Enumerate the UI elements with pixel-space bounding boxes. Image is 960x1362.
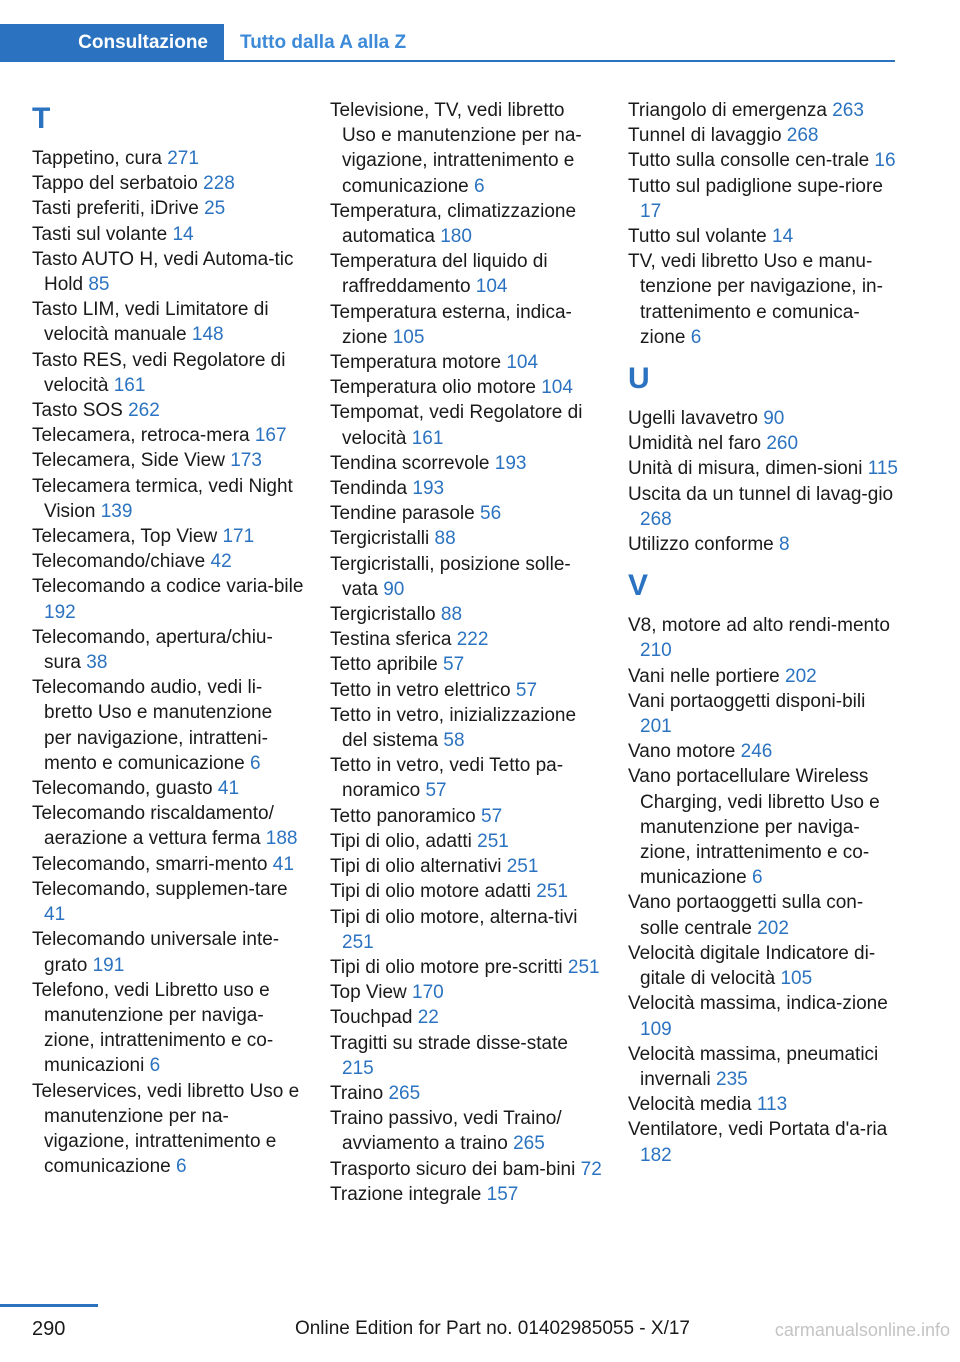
page-reference-link[interactable]: 6 xyxy=(149,1055,161,1077)
index-entry xyxy=(32,247,304,297)
entry-text: Tendina scorrevole xyxy=(330,452,490,474)
page-reference-link[interactable]: 6 xyxy=(249,752,261,774)
index-entry xyxy=(628,148,900,173)
page-reference-link[interactable]: 109 xyxy=(640,1018,672,1040)
entry-text: Velocità digitale Indicatore di‐gitale di velocità xyxy=(628,942,876,990)
page-reference-link[interactable]: 173 xyxy=(230,450,262,472)
entry-text: Tetto apribile xyxy=(330,654,438,676)
page-reference-link[interactable]: 6 xyxy=(690,326,702,348)
index-entry xyxy=(628,123,900,148)
entry-text: Temperatura, climatizzazione automatica xyxy=(330,200,577,248)
page-reference-link[interactable]: 6 xyxy=(176,1156,187,1178)
page-reference-link[interactable]: 57 xyxy=(515,679,538,701)
index-entry xyxy=(330,501,602,526)
section-letter: T xyxy=(32,102,51,135)
page-reference-link[interactable]: 262 xyxy=(128,400,160,422)
entry-text: Tappo del serbatoio xyxy=(32,173,198,195)
page-reference-link[interactable]: 222 xyxy=(456,629,489,651)
index-entry xyxy=(628,98,900,123)
entry-text: Tappetino, cura xyxy=(32,148,162,169)
index-entry xyxy=(32,423,304,448)
index-column-1 xyxy=(32,98,304,1179)
page-reference-link[interactable]: 6 xyxy=(474,175,485,197)
index-entry xyxy=(32,625,304,675)
page-reference-link[interactable]: 148 xyxy=(191,324,224,346)
entry-text: Tipi di olio alternativi xyxy=(330,856,502,878)
page-reference-link[interactable]: 6 xyxy=(751,867,763,889)
index-entry xyxy=(330,703,602,753)
index-entry xyxy=(32,927,304,977)
entry-text: TV, vedi libretto Uso e manu‐tenzione per navigazione, in‐trattenimento e comunica‐zione xyxy=(628,251,883,348)
page-reference-link[interactable]: 180 xyxy=(440,226,472,248)
index-entry xyxy=(330,1157,602,1182)
page-reference-link[interactable]: 88 xyxy=(434,528,456,550)
index-entry xyxy=(330,249,602,299)
index-entry xyxy=(32,524,304,549)
page-reference-link[interactable]: 104 xyxy=(475,276,508,298)
index-entry xyxy=(628,764,900,890)
entry-text: Tutto sul volante xyxy=(628,226,767,248)
index-entry xyxy=(32,474,304,524)
entry-text: Top View xyxy=(330,982,407,1004)
entry-text: Tragitti su strade disse‐state xyxy=(330,1032,568,1054)
entry-text: Tendinda xyxy=(330,478,408,500)
page-reference-link[interactable]: 58 xyxy=(443,730,465,752)
index-entry xyxy=(330,1182,602,1207)
entry-text: Telecamera, Side View xyxy=(32,450,225,472)
index-entry xyxy=(32,171,304,196)
page-reference-link[interactable]: 167 xyxy=(254,425,287,447)
index-entry xyxy=(628,456,900,481)
page-reference-link[interactable]: 17 xyxy=(640,200,662,222)
index-entry xyxy=(330,652,602,677)
index-entry xyxy=(330,980,602,1005)
entry-text: Telecomando riscaldamento/ aerazione a vettura ferma xyxy=(32,803,274,850)
page-reference-link[interactable]: 113 xyxy=(756,1094,788,1116)
index-entry xyxy=(330,753,602,803)
index-entry xyxy=(32,574,304,624)
index-entry xyxy=(628,739,900,764)
entry-text: Tipi di olio motore, alterna‐tivi xyxy=(330,906,578,928)
page-reference-link[interactable]: 90 xyxy=(383,578,405,600)
page-reference-link[interactable]: 42 xyxy=(210,551,232,573)
page-reference-link[interactable]: 260 xyxy=(766,433,799,455)
index-entry xyxy=(330,804,602,829)
page-reference-link[interactable]: 251 xyxy=(477,830,509,852)
page-reference-link[interactable]: 41 xyxy=(272,853,294,875)
page-reference-link[interactable]: 104 xyxy=(506,352,539,374)
index-entry xyxy=(32,776,304,801)
index-entry xyxy=(330,955,602,980)
entry-text: Vano motore xyxy=(628,741,736,763)
index-entry xyxy=(32,978,304,1079)
index-entry xyxy=(32,549,304,574)
entry-text: Telecomando audio, vedi li‐bretto Uso e manutenzione per navigazione, intratteni‐mento e comunicazione xyxy=(32,677,273,774)
index-entry xyxy=(32,675,304,776)
index-entry xyxy=(32,877,304,927)
page-reference-link[interactable]: 41 xyxy=(44,904,66,926)
index-entry xyxy=(628,431,900,456)
page-reference-link[interactable]: 265 xyxy=(388,1082,421,1104)
index-entry xyxy=(330,1005,602,1030)
index-column-3 xyxy=(628,98,900,1168)
page-reference-link[interactable]: 246 xyxy=(740,741,773,763)
page-reference-link[interactable]: 72 xyxy=(580,1158,602,1180)
index-entry xyxy=(32,398,304,423)
page-reference-link[interactable]: 105 xyxy=(392,326,425,348)
index-entry xyxy=(330,905,602,955)
page-reference-link[interactable]: 157 xyxy=(486,1183,519,1205)
entry-text: Tergicristalli xyxy=(330,528,430,550)
index-entry xyxy=(330,476,602,501)
footer-divider xyxy=(0,1304,98,1307)
entry-text: Telecamera, Top View xyxy=(32,526,218,548)
index-entry xyxy=(330,879,602,904)
entry-text: Tipi di olio motore adatti xyxy=(330,881,532,903)
page-reference-link[interactable]: 193 xyxy=(412,478,445,500)
entry-text: Vano portaoggetti sulla con‐solle centrale xyxy=(628,892,864,939)
entry-text: Telecamera, retroca‐mera xyxy=(32,425,250,447)
entry-text: Traino passivo, vedi Traino/ avviamento a traino xyxy=(330,1108,562,1155)
entry-text: Ventilatore, vedi Portata d'a‐ria xyxy=(628,1119,888,1141)
entry-text: Telecomando, supplemen‐tare xyxy=(32,878,288,900)
page-reference-link[interactable]: 22 xyxy=(417,1007,439,1029)
page-reference-link[interactable]: 171 xyxy=(222,526,255,548)
page-reference-link[interactable]: 25 xyxy=(204,198,226,220)
index-entry xyxy=(330,400,602,450)
entry-text: Velocità massima, pneumatici invernali xyxy=(628,1043,879,1090)
page-reference-link[interactable]: 115 xyxy=(867,458,898,480)
entry-text: Tutto sul padiglione supe‐riore xyxy=(628,175,883,197)
page-reference-link[interactable]: 188 xyxy=(265,828,298,850)
index-entry xyxy=(628,532,900,557)
index-entry xyxy=(32,348,304,398)
page-reference-link[interactable]: 104 xyxy=(541,377,573,399)
page-reference-link[interactable]: 215 xyxy=(342,1057,374,1079)
index-entry xyxy=(628,224,900,249)
page-reference-link[interactable]: 228 xyxy=(203,173,235,195)
page-reference-link[interactable]: 201 xyxy=(640,716,672,738)
page-reference-link[interactable]: 191 xyxy=(92,954,125,976)
page-reference-link[interactable]: 139 xyxy=(100,500,133,522)
entry-text: Trasporto sicuro dei bam‐bini xyxy=(330,1158,576,1180)
index-entry xyxy=(628,689,900,739)
page-reference-link[interactable]: 235 xyxy=(716,1068,748,1090)
section-letter: U xyxy=(628,362,650,396)
entry-text: Tunnel di lavaggio xyxy=(628,125,782,147)
entry-text: Telecomando, apertura/chiu‐sura xyxy=(32,626,273,674)
entry-text: V8, motore ad alto rendi‐mento xyxy=(628,615,890,637)
watermark: carmanualsonline.info xyxy=(774,1320,950,1340)
entry-text: Tetto in vetro elettrico xyxy=(330,679,511,701)
header-divider xyxy=(224,60,895,62)
entry-text: Telecomando, smarri‐mento xyxy=(32,853,268,875)
index-entry xyxy=(32,801,304,851)
entry-text: Velocità media xyxy=(628,1094,752,1116)
page-reference-link[interactable]: 170 xyxy=(412,982,444,1004)
index-entry xyxy=(330,350,602,375)
index-entry xyxy=(628,1042,900,1092)
index-entry xyxy=(628,664,900,689)
page-reference-link[interactable]: 251 xyxy=(536,881,568,903)
page-reference-link[interactable]: 88 xyxy=(440,604,463,626)
entry-text: Tutto sulla consolle cen‐trale xyxy=(628,150,870,172)
page-reference-link[interactable]: 57 xyxy=(425,780,447,802)
index-entry xyxy=(628,1092,900,1117)
entry-text: Temperatura esterna, indica‐zione xyxy=(330,301,572,348)
index-entry xyxy=(628,406,900,431)
entry-text: Telefono, vedi Libretto uso e manutenzione per naviga‐zione, intrattenimento e co‐municazioni xyxy=(32,979,274,1077)
entry-text: Tendine parasole xyxy=(330,503,475,525)
page-reference-link[interactable]: 265 xyxy=(513,1133,545,1155)
page-reference-link[interactable]: 202 xyxy=(785,665,817,687)
entry-text: Teleservices, vedi libretto Uso e manutenzione per na‐vigazione, intrattenimento e comunicazione xyxy=(32,1080,300,1178)
page-reference-link[interactable]: 271 xyxy=(167,148,199,169)
index-entry xyxy=(330,1031,602,1081)
entry-text: Temperatura motore xyxy=(330,352,502,374)
index-entry xyxy=(330,98,602,199)
page-reference-link[interactable]: 56 xyxy=(480,503,502,525)
index-entry xyxy=(330,602,602,627)
page-reference-link[interactable]: 57 xyxy=(481,805,503,827)
entry-text: Vani portaoggetti disponi‐bili xyxy=(628,690,866,712)
index-entry xyxy=(330,526,602,551)
page-header xyxy=(0,0,895,62)
entry-text: Traino xyxy=(330,1082,384,1104)
entry-text: Tipi di olio, adatti xyxy=(330,830,472,852)
index-entry xyxy=(330,300,602,350)
entry-text: Umidità nel faro xyxy=(628,433,762,455)
entry-text: Triangolo di emergenza xyxy=(628,100,827,121)
page-reference-link[interactable]: 90 xyxy=(763,408,785,430)
entry-text: Tetto panoramico xyxy=(330,805,476,827)
page-reference-link[interactable]: 210 xyxy=(640,640,672,662)
index-entry xyxy=(330,451,602,476)
page-reference-link[interactable]: 268 xyxy=(640,508,672,530)
entry-text: Telecomando universale inte‐grato xyxy=(32,929,280,976)
page-reference-link[interactable]: 263 xyxy=(832,100,864,121)
entry-text: Touchpad xyxy=(330,1007,413,1029)
tab-consultazione[interactable]: Consultazione xyxy=(0,24,224,62)
index-entry xyxy=(330,627,602,652)
entry-text: Unità di misura, dimen‐sioni xyxy=(628,458,863,480)
entry-text: Utilizzo conforme xyxy=(628,534,774,556)
index-entry xyxy=(32,222,304,247)
index-entry xyxy=(330,678,602,703)
page-reference-link[interactable]: 38 xyxy=(86,652,108,674)
index-entry xyxy=(32,146,304,171)
entry-text: Televisione, TV, vedi libretto Uso e manutenzione per na‐vigazione, intrattenimento e comunicazione xyxy=(330,100,582,197)
page-reference-link[interactable]: 251 xyxy=(342,931,374,953)
index-entry xyxy=(628,174,900,224)
entry-text: Tasto AUTO H, vedi Automa‐tic Hold xyxy=(32,248,294,296)
page-reference-link[interactable]: 193 xyxy=(494,452,527,474)
index-entry xyxy=(32,196,304,221)
entry-text: Tergicristalli, posizione solle‐vata xyxy=(330,553,571,600)
page-reference-link[interactable]: 14 xyxy=(172,223,194,245)
section-letter: V xyxy=(628,569,649,603)
index-entry xyxy=(32,1079,304,1180)
index-entry xyxy=(628,991,900,1041)
entry-text: Tipi di olio motore pre‐scritti xyxy=(330,956,563,978)
page-reference-link[interactable]: 8 xyxy=(779,534,790,556)
tab-tutto-dalla-a-alla-z[interactable]: Tutto dalla A alla Z xyxy=(240,32,407,53)
index-entry xyxy=(628,482,900,532)
index-entry xyxy=(330,854,602,879)
entry-text: Trazione integrale xyxy=(330,1183,482,1205)
page-reference-link[interactable]: 105 xyxy=(780,968,813,990)
page-reference-link[interactable]: 85 xyxy=(88,274,110,296)
page-reference-link[interactable]: 161 xyxy=(113,374,146,396)
entry-text: Tetto in vetro, vedi Tetto pa‐noramico xyxy=(330,755,564,802)
page-reference-link[interactable]: 268 xyxy=(786,125,819,147)
entry-text: Telecomando/chiave xyxy=(32,551,206,573)
index-entry xyxy=(628,941,900,991)
entry-text: Tergicristallo xyxy=(330,604,436,626)
index-entry xyxy=(330,199,602,249)
page-reference-link[interactable]: 251 xyxy=(506,856,539,878)
page-reference-link[interactable]: 16 xyxy=(874,150,896,172)
entry-text: Vano portacellulare Wireless Charging, vedi libretto Uso e manutenzione per naviga‐zione, intrattenimento e co‐municazione xyxy=(628,766,880,889)
index-entry xyxy=(330,1106,602,1156)
index-entry xyxy=(32,448,304,473)
entry-text: Velocità massima, indica‐zione xyxy=(628,993,888,1015)
entry-text: Tasti sul volante xyxy=(32,223,168,245)
index-entry xyxy=(330,829,602,854)
index-column-2 xyxy=(330,98,602,1207)
index-entry xyxy=(628,1117,900,1167)
entry-text: Vani nelle portiere xyxy=(628,665,780,687)
entry-text: Tasti preferiti, iDrive xyxy=(32,198,199,220)
page-reference-link[interactable]: 251 xyxy=(567,956,600,978)
page-reference-link[interactable]: 182 xyxy=(640,1144,672,1166)
entry-text: Tempomat, vedi Regolatore di velocità xyxy=(330,402,583,449)
entry-text: Tasto LIM, vedi Limitatore di velocità manuale xyxy=(32,299,269,346)
index-entry xyxy=(628,249,900,350)
page-reference-link[interactable]: 192 xyxy=(44,601,76,623)
entry-text: Uscita da un tunnel di lavag‐gio xyxy=(628,483,894,505)
index-entry xyxy=(32,297,304,347)
entry-text: Tetto in vetro, inizializzazione del sistema xyxy=(330,704,577,752)
index-entry xyxy=(628,613,900,663)
entry-text: Temperatura del liquido di raffreddamento xyxy=(330,251,548,298)
entry-text: Testina sferica xyxy=(330,629,452,651)
entry-text: Telecomando a codice varia‐bile xyxy=(32,576,304,598)
entry-text: Tasto RES, vedi Regolatore di velocità xyxy=(32,349,286,396)
page-number: 290 xyxy=(32,1318,66,1340)
index-entry xyxy=(32,852,304,877)
page-reference-link[interactable]: 41 xyxy=(217,778,240,800)
page-reference-link[interactable]: 161 xyxy=(411,427,444,449)
page-reference-link[interactable]: 14 xyxy=(772,226,794,248)
entry-text: Temperatura olio motore xyxy=(330,377,536,399)
index-entry xyxy=(330,375,602,400)
entry-text: Telecomando, guasto xyxy=(32,778,213,800)
index-entry xyxy=(330,552,602,602)
entry-text: Telecamera termica, vedi Night Vision xyxy=(32,475,293,522)
page-reference-link[interactable]: 202 xyxy=(757,917,789,939)
entry-text: Tasto SOS xyxy=(32,400,123,422)
page-reference-link[interactable]: 57 xyxy=(443,654,465,676)
index-entry xyxy=(330,1081,602,1106)
index-entry xyxy=(628,890,900,940)
entry-text: Ugelli lavavetro xyxy=(628,408,758,430)
edition-note: Online Edition for Part no. 01402985055 - X/17 xyxy=(294,1318,690,1339)
